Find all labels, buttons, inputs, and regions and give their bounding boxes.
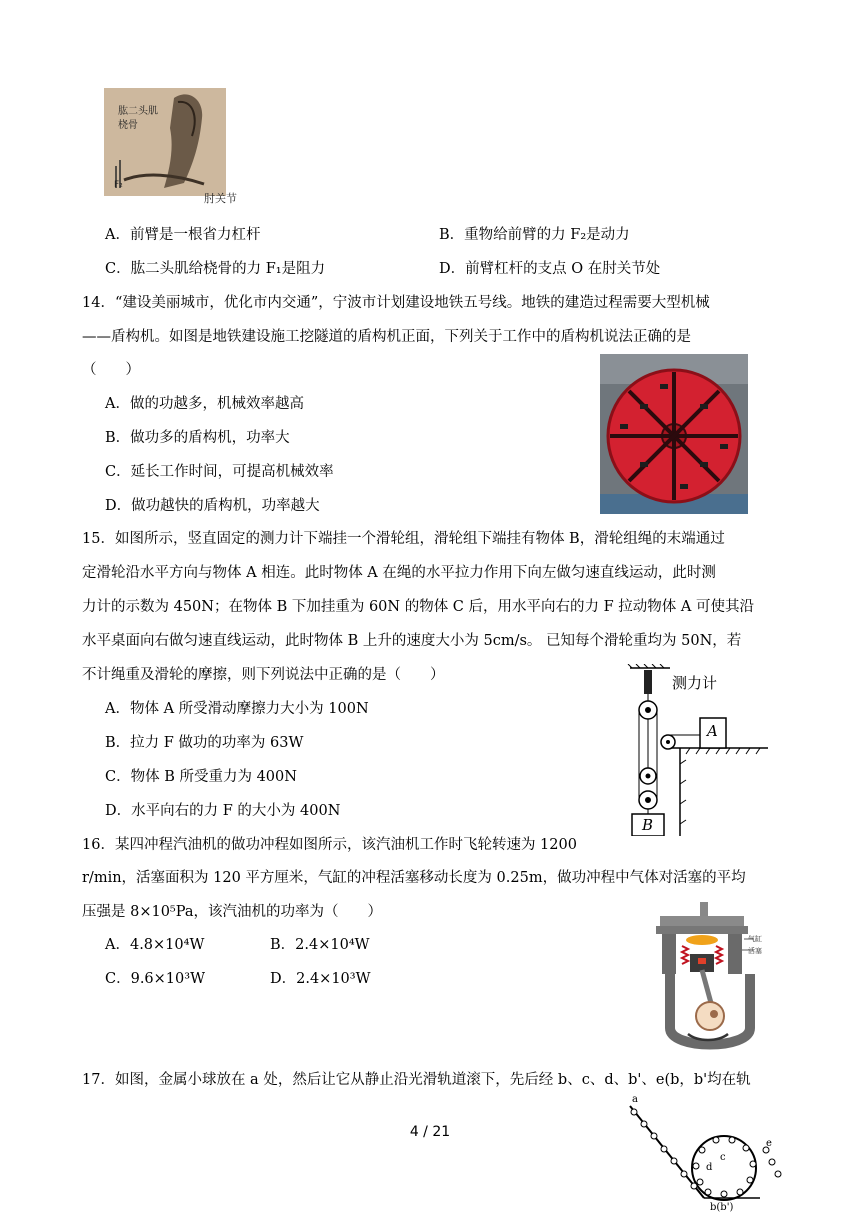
label-point-c: c bbox=[720, 1152, 726, 1163]
q16-option-a: A．4.8×10⁴W bbox=[105, 937, 205, 953]
loop-track-figure bbox=[620, 1094, 786, 1216]
engine-cylinder-drawing bbox=[652, 900, 768, 1058]
q17-stem-line-1: 17．如图，金属小球放在 a 处，然后让它从静止沿光滑轨道滚下，先后经 b、c、d、b'、e(b，b'均在轨 bbox=[82, 1072, 751, 1088]
q13-option-b: B．重物给前臂的力 F₂是动力 bbox=[439, 227, 630, 243]
label-block-a: A bbox=[707, 722, 718, 740]
q15-option-b: B．拉力 F 做功的功率为 63W bbox=[105, 735, 304, 751]
label-cylinder: 气缸 bbox=[748, 935, 762, 943]
q15-stem-line-3: 力计的示数为 450N；在物体 B 下加挂重为 60N 的物体 C 后，用水平向右的力 F 拉动物体 A 可使其沿 bbox=[82, 599, 754, 615]
label-point-a: a bbox=[632, 1094, 638, 1105]
q15-stem-line-4: 水平桌面向右做匀速直线运动，此时物体 B 上升的速度大小为 5cm/s。 已知每个滑轮重均为 50N，若 bbox=[82, 633, 742, 649]
engine-cylinder-figure bbox=[652, 900, 768, 1058]
q16-option-d: D．2.4×10³W bbox=[270, 971, 371, 987]
q16-stem-line-2: r/min，活塞面积为 120 平方厘米，气缸的冲程活塞移动长度为 0.25m，做功冲程中气体对活塞的平均 bbox=[82, 870, 746, 886]
q15-stem-line-1: 15．如图所示，竖直固定的测力计下端挂一个滑轮组，滑轮组下端挂有物体 B，滑轮组绳的末端通过 bbox=[82, 531, 725, 547]
page-number: 4 / 21 bbox=[409, 1124, 451, 1140]
label-point-e: e bbox=[766, 1138, 772, 1149]
q13-option-c: C．肱二头肌给桡骨的力 F₁是阻力 bbox=[105, 261, 326, 277]
q14-stem-line-1: 14．“建设美丽城市，优化市内交通”，宁波市计划建设地铁五号线。地铁的建造过程需要大型机械 bbox=[82, 295, 710, 311]
q14-option-a: A．做的功越多，机械效率越高 bbox=[105, 396, 304, 412]
label-biceps: 肱二头肌 bbox=[118, 106, 158, 117]
q15-option-a: A．物体 A 所受滑动摩擦力大小为 100N bbox=[105, 701, 369, 717]
pulley-system-figure bbox=[620, 664, 770, 836]
arm-lever-figure bbox=[104, 88, 254, 206]
q16-option-c: C．9.6×10³W bbox=[105, 971, 205, 987]
label-radius: 桡骨 bbox=[118, 120, 138, 131]
shield-machine-photo bbox=[600, 354, 748, 514]
q14-option-d: D．做功越快的盾构机，功率越大 bbox=[105, 498, 320, 514]
label-elbow: 肘关节 bbox=[204, 192, 237, 205]
label-point-b: b(b') bbox=[710, 1202, 734, 1213]
q13-option-d: D．前臂杠杆的支点 O 在肘关节处 bbox=[439, 261, 661, 277]
q16-stem-line-3: 压强是 8×10⁵Pa，该汽油机的功率为（ ） bbox=[82, 904, 382, 920]
q15-stem-line-2: 定滑轮沿水平方向与物体 A 相连。此时物体 A 在绳的水平拉力作用下向左做匀速直线运动，此时测 bbox=[82, 565, 716, 581]
q16-option-b: B．2.4×10⁴W bbox=[270, 937, 370, 953]
label-piston: 活塞 bbox=[748, 947, 762, 955]
q14-option-b: B．做功多的盾构机，功率大 bbox=[105, 430, 290, 446]
label-point-d: d bbox=[706, 1162, 713, 1173]
label-meter: 测力计 bbox=[672, 674, 718, 692]
shield-machine-drawing bbox=[600, 354, 748, 514]
loop-track-drawing bbox=[620, 1094, 786, 1216]
label-f2: F₂ bbox=[114, 180, 123, 190]
q16-stem-line-1: 16．某四冲程汽油机的做功冲程如图所示，该汽油机工作时飞轮转速为 1200 bbox=[82, 837, 577, 853]
q14-stem-line-2: ——盾构机。如图是地铁建设施工挖隧道的盾构机正面，下列关于工作中的盾构机说法正确的是 bbox=[82, 329, 691, 345]
q13-option-a: A．前臂是一根省力杠杆 bbox=[105, 227, 261, 243]
q15-option-d: D．水平向右的力 F 的大小为 400N bbox=[105, 803, 341, 819]
q14-option-c: C．延长工作时间，可提高机械效率 bbox=[105, 464, 334, 480]
label-block-b: B bbox=[642, 816, 654, 834]
q15-stem-line-5: 不计绳重及滑轮的摩擦，则下列说法中正确的是（ ） bbox=[82, 667, 445, 683]
q15-option-c: C．物体 B 所受重力为 400N bbox=[105, 769, 297, 785]
q14-stem-line-3: （ ） bbox=[82, 362, 140, 378]
